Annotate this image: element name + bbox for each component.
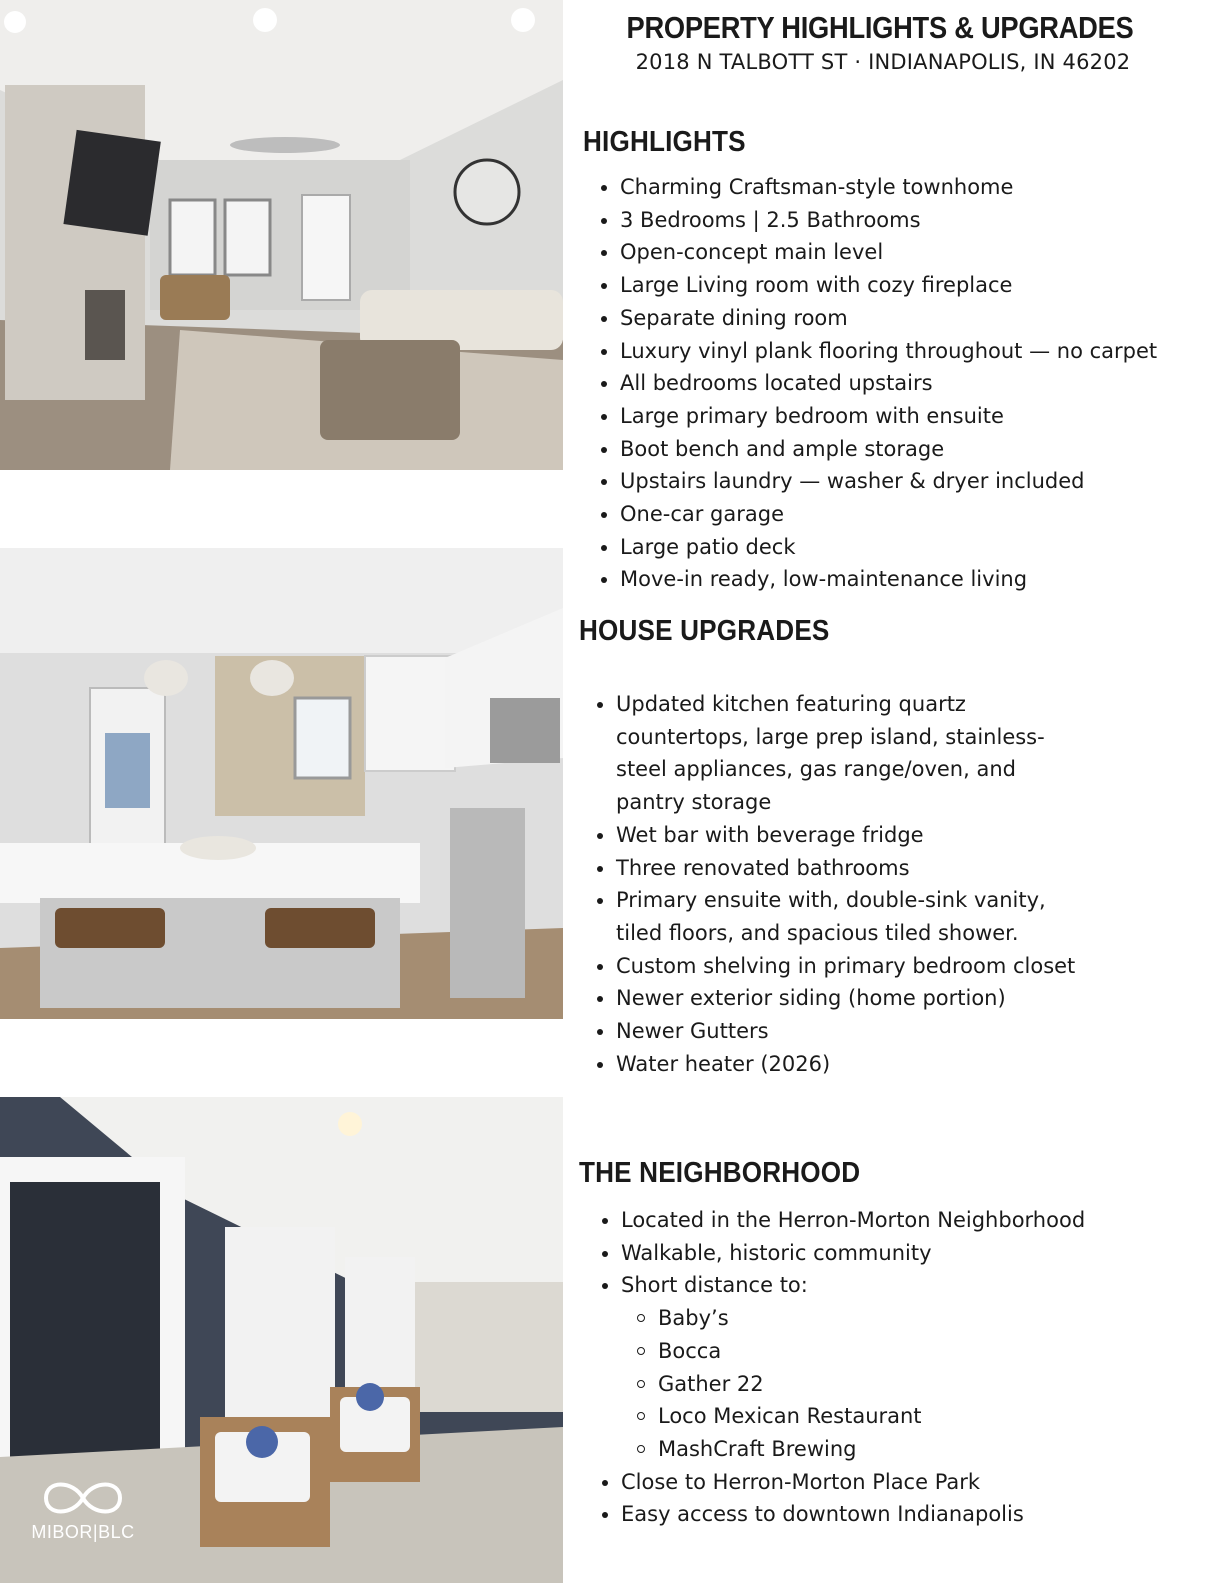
list-item: Primary ensuite with, double-sink vanity, tiled floors, and spacious tiled shower. xyxy=(579,884,1089,949)
list-item: Move-in ready, low-maintenance living xyxy=(583,563,1203,596)
highlights-list xyxy=(583,171,1203,596)
property-address: 2018 N TALBOTT ST · INDIANAPOLIS, IN 46202 xyxy=(635,50,1131,74)
list-item: Charming Craftsman-style townhome xyxy=(583,171,1203,204)
list-item-label: Short distance to: xyxy=(621,1273,808,1298)
list-item: Updated kitchen featuring quartz countertops, large prep island, stainless-steel appliances, gas range/oven, and pantry storage xyxy=(579,688,1089,819)
nearby-places-list xyxy=(621,1302,1184,1466)
list-item: All bedrooms located upstairs xyxy=(583,367,1203,400)
list-item: Large primary bedroom with ensuite xyxy=(583,400,1203,433)
list-item: Luxury vinyl plank flooring throughout — no carpet xyxy=(583,335,1203,368)
neighborhood-list xyxy=(584,1204,1184,1531)
list-item: Newer exterior siding (home portion) xyxy=(579,982,1089,1015)
watermark-text: MIBOR|BLC xyxy=(31,1522,135,1542)
list-item: Large patio deck xyxy=(583,531,1203,564)
highlights-heading: HIGHLIGHTS xyxy=(583,126,746,158)
nearby-place: Bocca xyxy=(621,1335,1184,1368)
list-item: 3 Bedrooms | 2.5 Bathrooms xyxy=(583,204,1203,237)
upgrades-heading: HOUSE UPGRADES xyxy=(579,615,830,647)
upgrades-list xyxy=(579,688,1089,1080)
list-item: Water heater (2026) xyxy=(579,1048,1089,1081)
list-item: Separate dining room xyxy=(583,302,1203,335)
neighborhood-heading: THE NEIGHBORHOOD xyxy=(579,1157,861,1189)
mibor-logo xyxy=(18,1476,158,1548)
list-item: Walkable, historic community xyxy=(584,1237,1184,1270)
list-item: Easy access to downtown Indianapolis xyxy=(584,1498,1184,1531)
list-item: Upstairs laundry — washer & dryer included xyxy=(583,465,1203,498)
nearby-place: MashCraft Brewing xyxy=(621,1433,1184,1466)
nearby-place: Gather 22 xyxy=(621,1368,1184,1401)
list-item: Open-concept main level xyxy=(583,236,1203,269)
list-item: Three renovated bathrooms xyxy=(579,852,1089,885)
list-item: Custom shelving in primary bedroom closet xyxy=(579,950,1089,983)
nearby-place: Baby’s xyxy=(621,1302,1184,1335)
page-title: PROPERTY HIGHLIGHTS & UPGRADES xyxy=(626,10,1134,45)
kitchen-photo xyxy=(0,548,563,1019)
list-item: Wet bar with beverage fridge xyxy=(579,819,1089,852)
list-item: Large Living room with cozy fireplace xyxy=(583,269,1203,302)
list-item: Boot bench and ample storage xyxy=(583,433,1203,466)
living-room-photo xyxy=(0,0,563,470)
nearby-place: Loco Mexican Restaurant xyxy=(621,1400,1184,1433)
list-item: Close to Herron-Morton Place Park xyxy=(584,1466,1184,1499)
list-item: Newer Gutters xyxy=(579,1015,1089,1048)
list-item xyxy=(584,1269,1184,1465)
list-item: Located in the Herron-Morton Neighborhood xyxy=(584,1204,1184,1237)
infinity-icon xyxy=(18,1476,148,1520)
list-item: One-car garage xyxy=(583,498,1203,531)
